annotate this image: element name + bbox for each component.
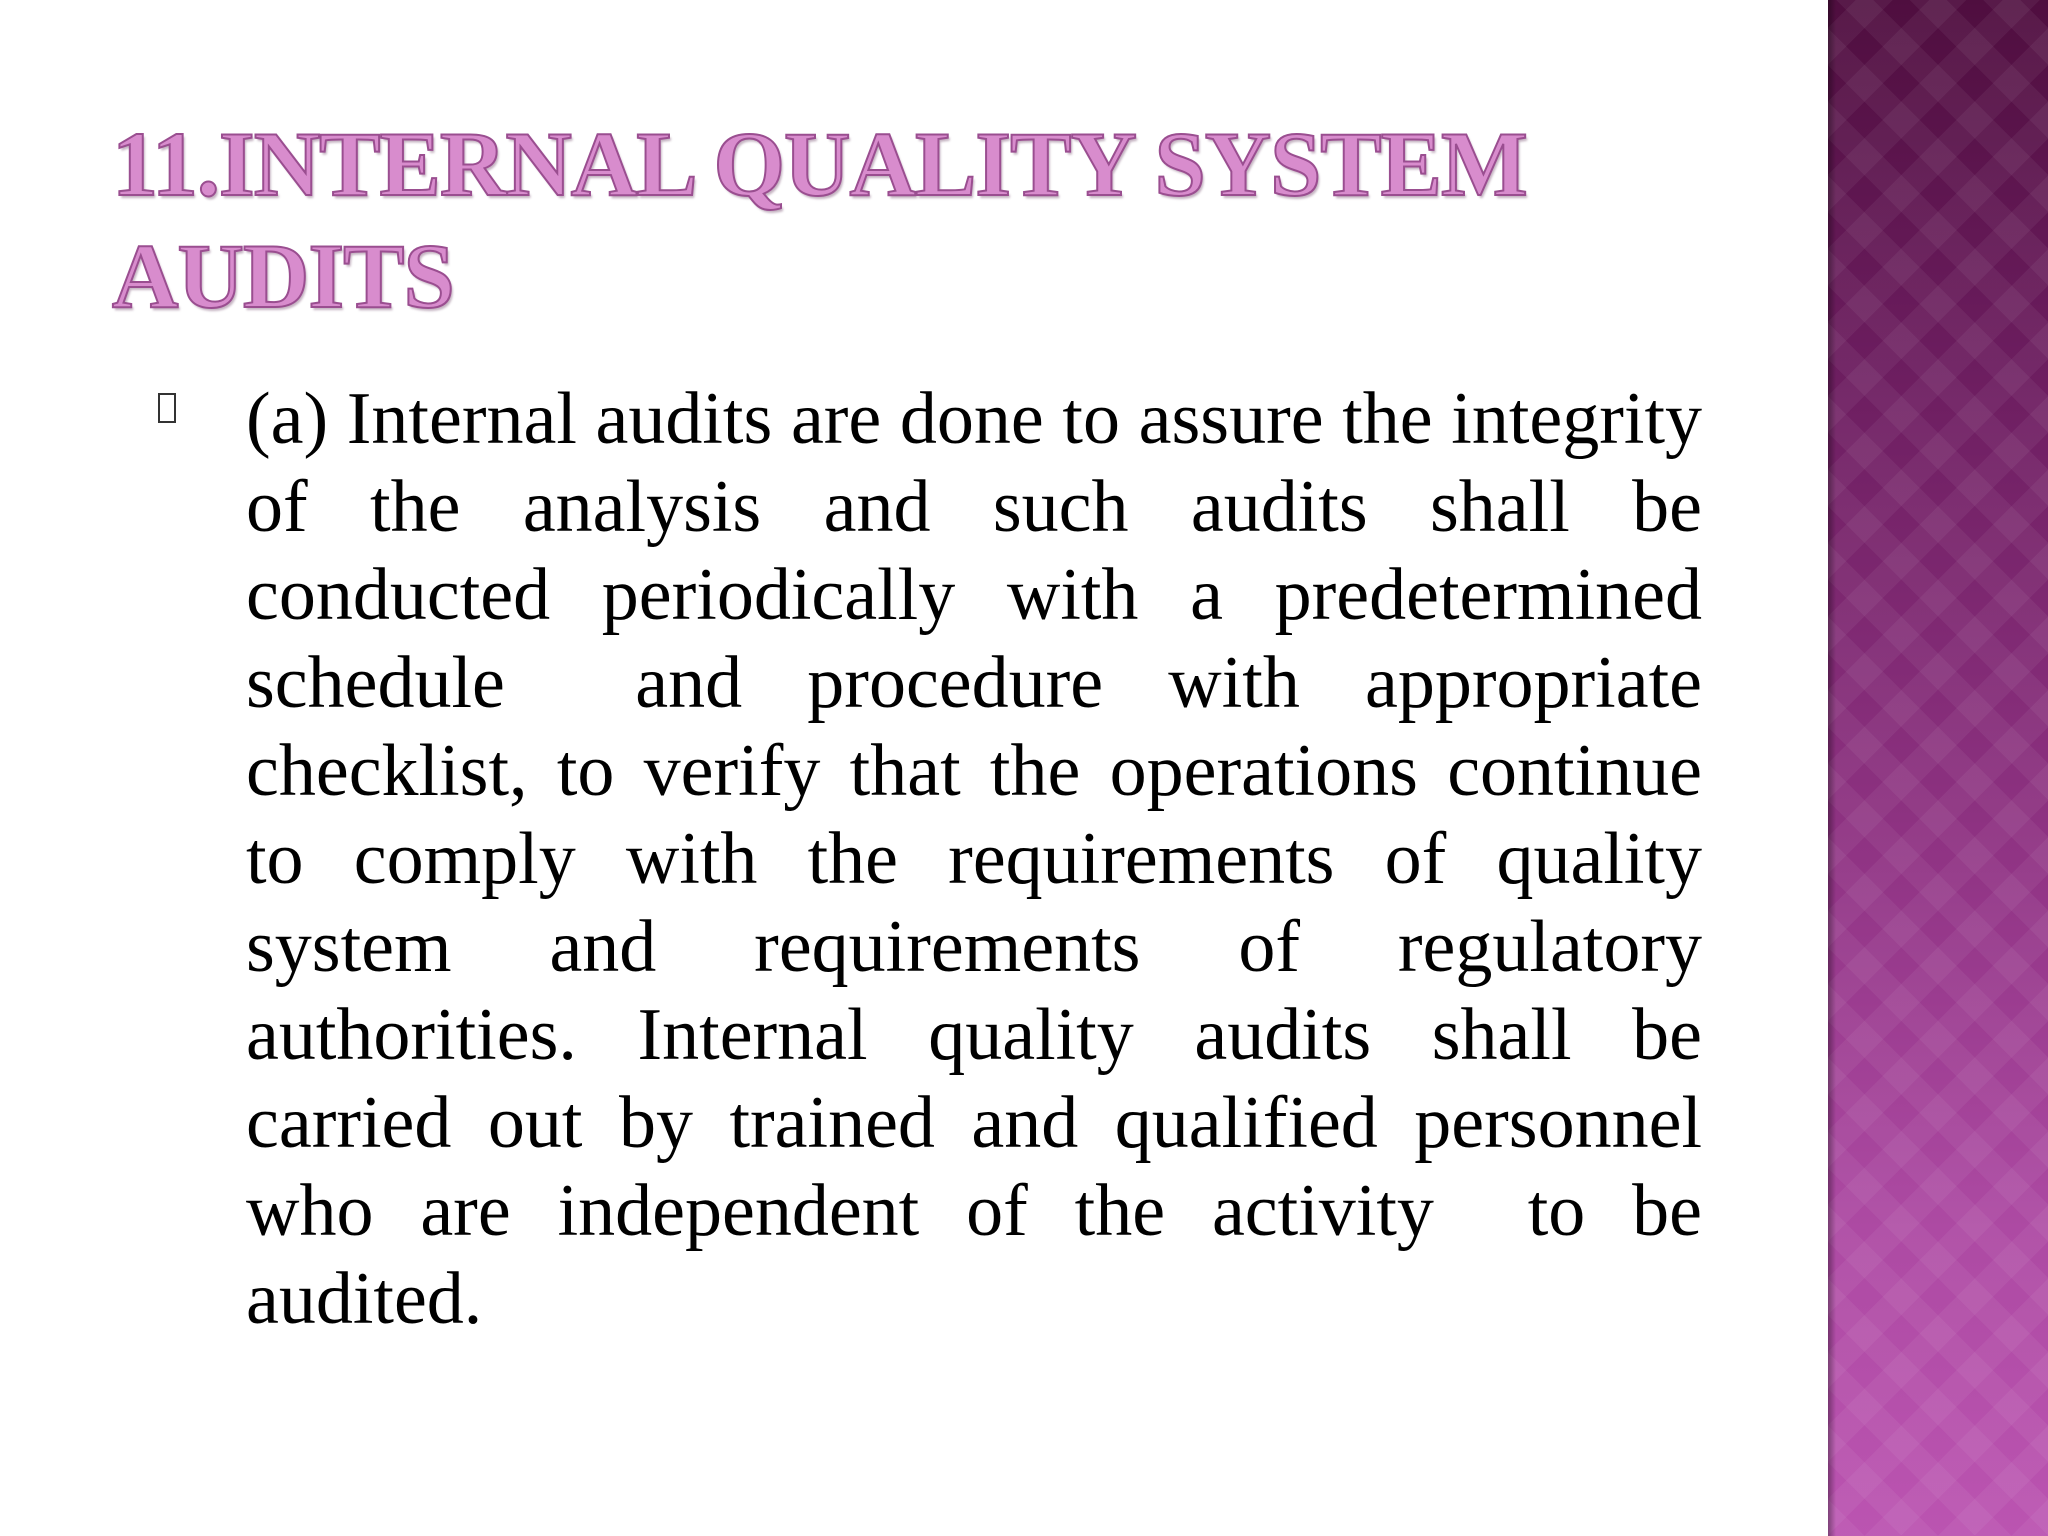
slide-content (150, 375, 1721, 1343)
slide-title: 11.INTERNAL QUALITY SYSTEM AUDITS (112, 113, 1527, 327)
bullet-item (150, 375, 1721, 1343)
diamond-pattern (1828, 0, 2048, 1536)
bullet-text: (a) Internal audits are done to assure the integrity of the analysis and such audits shall be conducted periodically with a predetermined schedule and procedure with appropriate checklist, to verify that the operations continue to comply with the requirements of quality system and requirements of regulatory authorities. Internal quality audits shall be carried out by trained and qualified personnel who are independent of the activity to be audited. (246, 378, 1721, 1340)
decorative-side-band (1828, 0, 2048, 1536)
side-band-edge (1828, 0, 1836, 1536)
square-bullet-icon (158, 393, 176, 423)
